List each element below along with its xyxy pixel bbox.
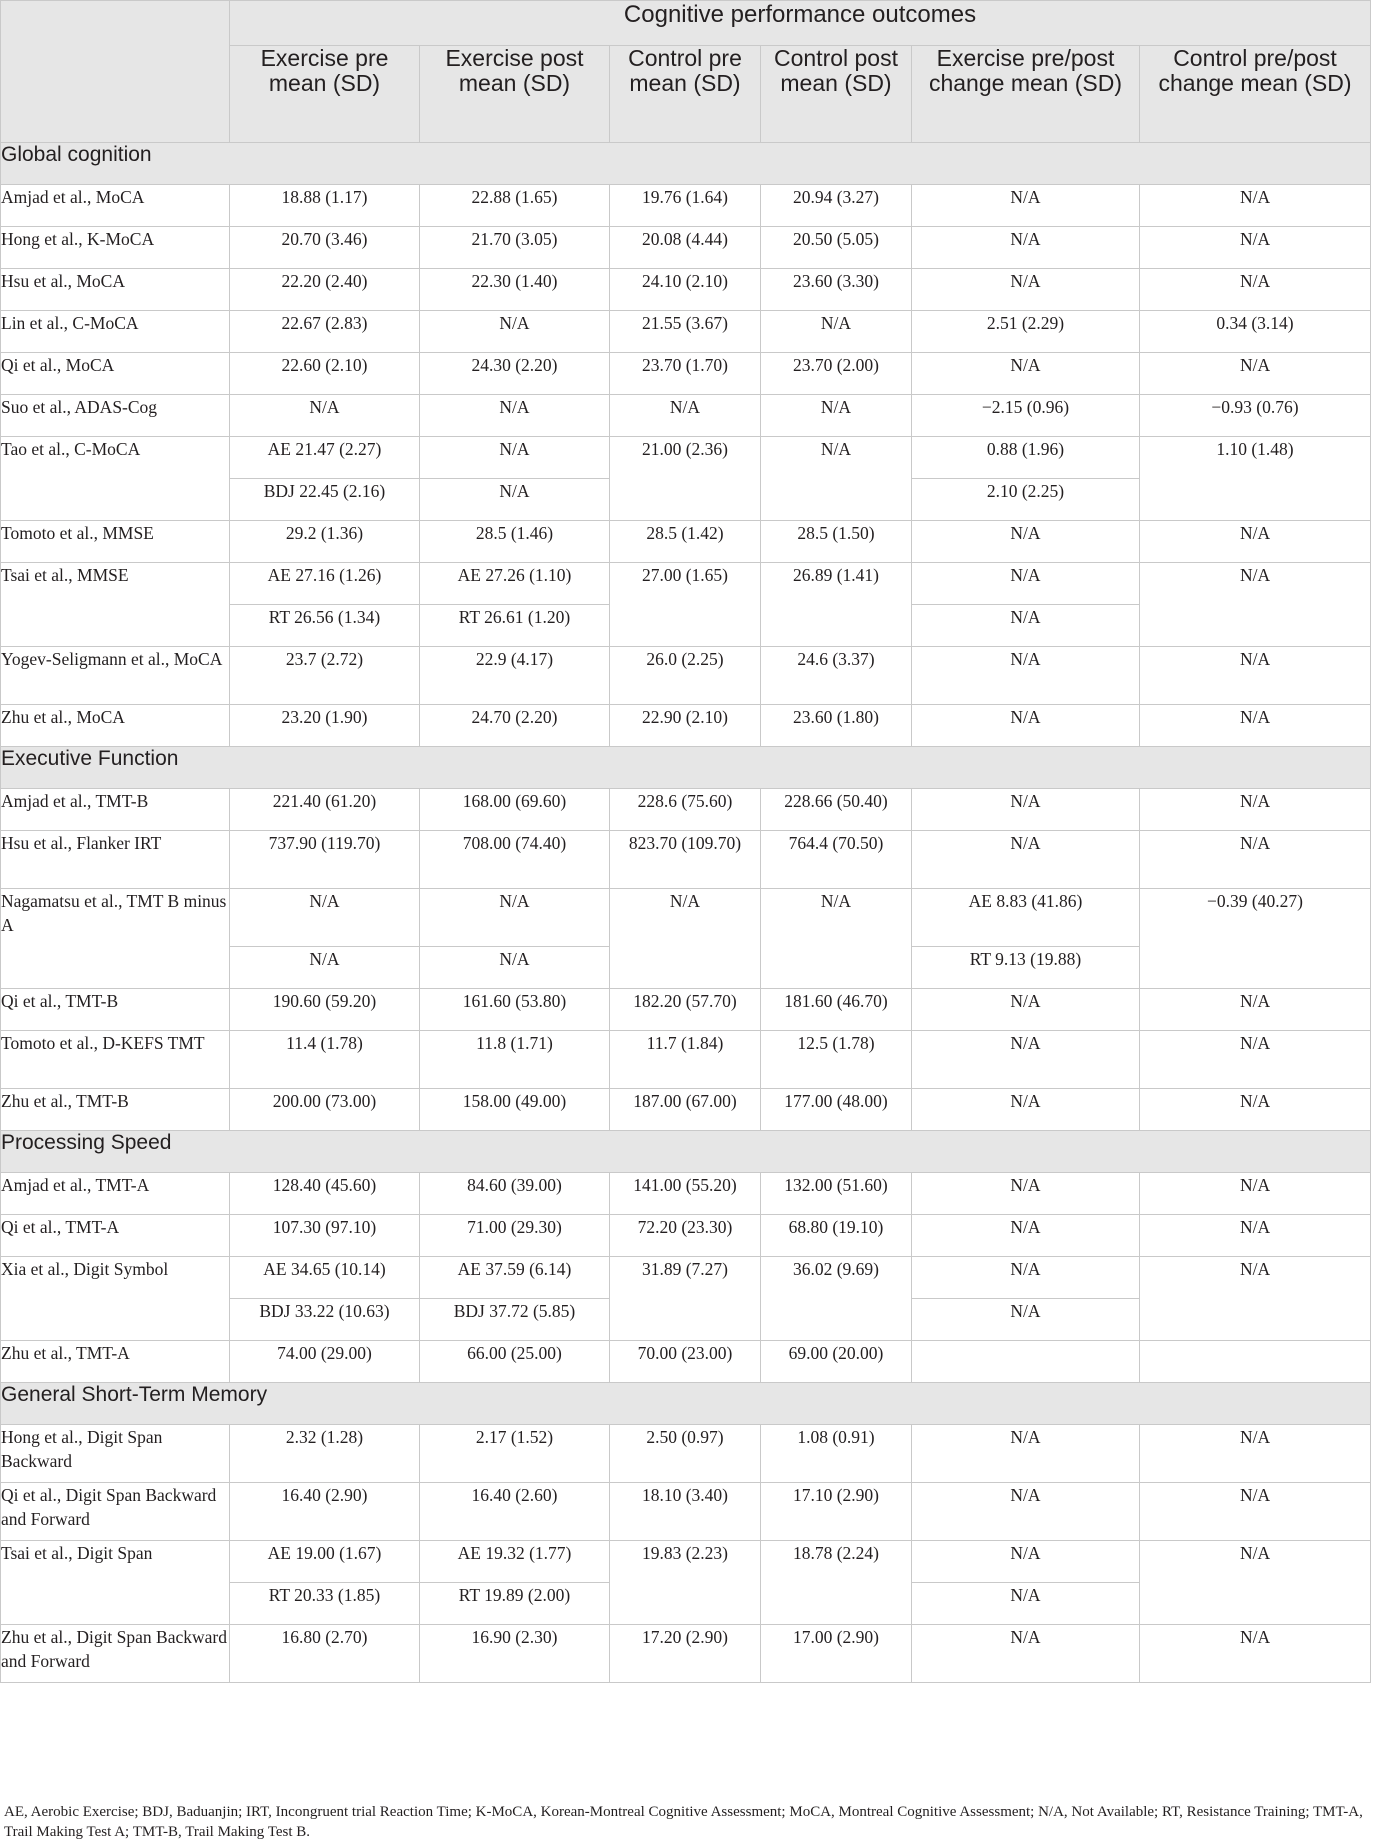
- cell-control-post: N/A: [761, 311, 912, 353]
- cell-exercise-post: AE 19.32 (1.77): [420, 1541, 610, 1583]
- table-row: [1, 705, 1371, 747]
- cell-exercise-pre: 200.00 (73.00): [230, 1089, 420, 1131]
- cell-exercise-change: N/A: [912, 1541, 1140, 1583]
- row-label: Suo et al., ADAS-Cog: [1, 395, 230, 437]
- cell-exercise-pre: 74.00 (29.00): [230, 1341, 420, 1383]
- subcell-exercise-change: 2.10 (2.25): [912, 479, 1140, 521]
- header-exercise-change: Exercise pre/post change mean (SD): [912, 46, 1140, 143]
- row-label: Tsai et al., MMSE: [1, 563, 230, 647]
- cell-exercise-post: N/A: [420, 437, 610, 479]
- cell-control-post: 20.50 (5.05): [761, 227, 912, 269]
- cell-exercise-pre: AE 34.65 (10.14): [230, 1257, 420, 1299]
- cell-control-pre: 26.0 (2.25): [610, 647, 761, 705]
- table-footnote: AE, Aerobic Exercise; BDJ, Baduanjin; IRT, Incongruent trial Reaction Time; K-MoCA, Korean-Montreal Cognitive Assessment; MoCA, Montreal Cognitive Assessment; N/A, Not Available; RT, Resistance Training; TMT-A, Trail Making Test A; TMT-B, Trail Making Test B.: [4, 1804, 1363, 1840]
- row-label: Amjad et al., TMT-A: [1, 1173, 230, 1215]
- subcell-exercise-change: N/A: [912, 605, 1140, 647]
- cell-control-change: N/A: [1140, 1215, 1371, 1257]
- row-label: Xia et al., Digit Symbol: [1, 1257, 230, 1341]
- cell-control-pre: 22.90 (2.10): [610, 705, 761, 747]
- cell-exercise-change: AE 8.83 (41.86): [912, 889, 1140, 947]
- cell-control-pre: 228.6 (75.60): [610, 789, 761, 831]
- row-label: Nagamatsu et al., TMT B minus A: [1, 889, 230, 989]
- subcell-exercise-pre: N/A: [230, 947, 420, 989]
- subcell-exercise-post: RT 26.61 (1.20): [420, 605, 610, 647]
- table-row: [1, 789, 1371, 831]
- row-label: Qi et al., TMT-B: [1, 989, 230, 1031]
- cell-control-change: N/A: [1140, 989, 1371, 1031]
- table-row: [1, 1341, 1371, 1383]
- row-label: Hsu et al., MoCA: [1, 269, 230, 311]
- cell-control-pre: 141.00 (55.20): [610, 1173, 761, 1215]
- row-label: Qi et al., MoCA: [1, 353, 230, 395]
- table-row: [1, 185, 1371, 227]
- header-corner: [1, 1, 230, 143]
- cell-exercise-change: N/A: [912, 269, 1140, 311]
- table-row: [1, 831, 1371, 889]
- cell-control-pre: 2.50 (0.97): [610, 1425, 761, 1483]
- cell-exercise-pre: 18.88 (1.17): [230, 185, 420, 227]
- cell-control-change: N/A: [1140, 353, 1371, 395]
- cell-control-post: 20.94 (3.27): [761, 185, 912, 227]
- cell-exercise-post: 22.88 (1.65): [420, 185, 610, 227]
- cell-exercise-change: 0.88 (1.96): [912, 437, 1140, 479]
- cell-control-post: 17.00 (2.90): [761, 1625, 912, 1683]
- cell-control-pre: 21.00 (2.36): [610, 437, 761, 521]
- table-row: [1, 1625, 1371, 1683]
- cell-control-pre: 187.00 (67.00): [610, 1089, 761, 1131]
- cell-control-post: 17.10 (2.90): [761, 1483, 912, 1541]
- cell-control-post: 69.00 (20.00): [761, 1341, 912, 1383]
- table-row: [1, 563, 1371, 605]
- cell-exercise-pre: 16.40 (2.90): [230, 1483, 420, 1541]
- cell-control-change: 1.10 (1.48): [1140, 437, 1371, 521]
- cell-control-pre: 18.10 (3.40): [610, 1483, 761, 1541]
- cell-exercise-pre: 737.90 (119.70): [230, 831, 420, 889]
- row-label: Zhu et al., TMT-B: [1, 1089, 230, 1131]
- cell-exercise-pre: 29.2 (1.36): [230, 521, 420, 563]
- row-label: Zhu et al., MoCA: [1, 705, 230, 747]
- table-row: [1, 269, 1371, 311]
- cell-exercise-post: AE 37.59 (6.14): [420, 1257, 610, 1299]
- cell-exercise-pre: AE 19.00 (1.67): [230, 1541, 420, 1583]
- cell-exercise-post: 22.9 (4.17): [420, 647, 610, 705]
- cell-control-pre: 182.20 (57.70): [610, 989, 761, 1031]
- subcell-exercise-post: BDJ 37.72 (5.85): [420, 1299, 610, 1341]
- cell-exercise-pre: 23.7 (2.72): [230, 647, 420, 705]
- subcell-exercise-pre: BDJ 33.22 (10.63): [230, 1299, 420, 1341]
- cell-control-pre: 72.20 (23.30): [610, 1215, 761, 1257]
- cell-control-change: −0.39 (40.27): [1140, 889, 1371, 989]
- cell-control-pre: 19.83 (2.23): [610, 1541, 761, 1625]
- cell-control-pre: N/A: [610, 889, 761, 989]
- row-label: Hong et al., K-MoCA: [1, 227, 230, 269]
- row-label: Tsai et al., Digit Span: [1, 1541, 230, 1625]
- cell-control-post: 23.60 (1.80): [761, 705, 912, 747]
- cell-control-post: 177.00 (48.00): [761, 1089, 912, 1131]
- row-label: Tomoto et al., MMSE: [1, 521, 230, 563]
- table-row: [1, 395, 1371, 437]
- cell-exercise-pre: 190.60 (59.20): [230, 989, 420, 1031]
- header-super: Cognitive performance outcomes: [230, 1, 1371, 46]
- cell-control-pre: 823.70 (109.70): [610, 831, 761, 889]
- table-row: [1, 1541, 1371, 1583]
- table-row: [1, 989, 1371, 1031]
- table-row: [1, 1031, 1371, 1089]
- cell-control-change: −0.93 (0.76): [1140, 395, 1371, 437]
- cell-control-post: 36.02 (9.69): [761, 1257, 912, 1341]
- table-row: [1, 647, 1371, 705]
- cell-exercise-post: AE 27.26 (1.10): [420, 563, 610, 605]
- row-label: Hong et al., Digit Span Backward: [1, 1425, 230, 1483]
- cell-control-pre: 17.20 (2.90): [610, 1625, 761, 1683]
- cell-exercise-post: 22.30 (1.40): [420, 269, 610, 311]
- table-header: [1, 1, 1371, 143]
- cell-control-change: N/A: [1140, 563, 1371, 647]
- cell-control-post: 23.70 (2.00): [761, 353, 912, 395]
- table-row: [1, 1215, 1371, 1257]
- cell-exercise-pre: 22.60 (2.10): [230, 353, 420, 395]
- cell-control-change: N/A: [1140, 227, 1371, 269]
- cell-exercise-pre: 20.70 (3.46): [230, 227, 420, 269]
- cell-control-change: N/A: [1140, 1031, 1371, 1089]
- row-label: Tomoto et al., D-KEFS TMT: [1, 1031, 230, 1089]
- cell-control-change: N/A: [1140, 831, 1371, 889]
- subcell-exercise-change: N/A: [912, 1583, 1140, 1625]
- cell-control-change: N/A: [1140, 1625, 1371, 1683]
- table-row: [1, 227, 1371, 269]
- cell-control-change: N/A: [1140, 789, 1371, 831]
- cell-exercise-pre: 221.40 (61.20): [230, 789, 420, 831]
- row-label: Zhu et al., Digit Span Backward and Forward: [1, 1625, 230, 1683]
- cell-exercise-change: N/A: [912, 831, 1140, 889]
- cell-exercise-post: 66.00 (25.00): [420, 1341, 610, 1383]
- cell-exercise-change: N/A: [912, 1625, 1140, 1683]
- subcell-exercise-pre: BDJ 22.45 (2.16): [230, 479, 420, 521]
- cell-exercise-post: 24.30 (2.20): [420, 353, 610, 395]
- cell-control-pre: 11.7 (1.84): [610, 1031, 761, 1089]
- cell-exercise-change: N/A: [912, 989, 1140, 1031]
- cell-control-change: N/A: [1140, 1173, 1371, 1215]
- cell-exercise-post: 168.00 (69.60): [420, 789, 610, 831]
- cell-exercise-change: N/A: [912, 563, 1140, 605]
- cell-exercise-change: N/A: [912, 1089, 1140, 1131]
- row-label: Tao et al., C-MoCA: [1, 437, 230, 521]
- table-row: [1, 1257, 1371, 1299]
- cell-exercise-change: [912, 1341, 1140, 1383]
- cell-exercise-change: N/A: [912, 1031, 1140, 1089]
- cell-control-pre: 27.00 (1.65): [610, 563, 761, 647]
- cell-exercise-change: N/A: [912, 705, 1140, 747]
- subcell-exercise-post: RT 19.89 (2.00): [420, 1583, 610, 1625]
- row-label: Qi et al., TMT-A: [1, 1215, 230, 1257]
- subcell-exercise-post: N/A: [420, 947, 610, 989]
- cell-control-pre: 21.55 (3.67): [610, 311, 761, 353]
- cell-control-post: 18.78 (2.24): [761, 1541, 912, 1625]
- cell-control-post: 1.08 (0.91): [761, 1425, 912, 1483]
- cell-control-pre: 31.89 (7.27): [610, 1257, 761, 1341]
- cell-exercise-post: 708.00 (74.40): [420, 831, 610, 889]
- cell-exercise-change: N/A: [912, 1215, 1140, 1257]
- cell-exercise-post: 11.8 (1.71): [420, 1031, 610, 1089]
- cell-control-pre: N/A: [610, 395, 761, 437]
- cell-exercise-post: N/A: [420, 395, 610, 437]
- cell-control-change: [1140, 1341, 1371, 1383]
- cell-exercise-post: 16.90 (2.30): [420, 1625, 610, 1683]
- cell-control-change: N/A: [1140, 1425, 1371, 1483]
- table-row: [1, 1483, 1371, 1541]
- cell-control-post: 24.6 (3.37): [761, 647, 912, 705]
- cell-exercise-post: 28.5 (1.46): [420, 521, 610, 563]
- cell-exercise-pre: 22.67 (2.83): [230, 311, 420, 353]
- row-label: Amjad et al., TMT-B: [1, 789, 230, 831]
- cell-control-post: 132.00 (51.60): [761, 1173, 912, 1215]
- cell-control-post: 181.60 (46.70): [761, 989, 912, 1031]
- cell-exercise-pre: 128.40 (45.60): [230, 1173, 420, 1215]
- cell-control-post: 26.89 (1.41): [761, 563, 912, 647]
- cell-exercise-post: 24.70 (2.20): [420, 705, 610, 747]
- cell-exercise-change: N/A: [912, 1425, 1140, 1483]
- subcell-exercise-pre: RT 20.33 (1.85): [230, 1583, 420, 1625]
- cell-exercise-post: 2.17 (1.52): [420, 1425, 610, 1483]
- cell-exercise-post: 161.60 (53.80): [420, 989, 610, 1031]
- cell-exercise-post: N/A: [420, 889, 610, 947]
- table-row: [1, 311, 1371, 353]
- header-control-change: Control pre/post change mean (SD): [1140, 46, 1371, 143]
- cell-control-change: N/A: [1140, 1089, 1371, 1131]
- cell-exercise-change: 2.51 (2.29): [912, 311, 1140, 353]
- cell-control-post: 68.80 (19.10): [761, 1215, 912, 1257]
- cell-exercise-pre: N/A: [230, 889, 420, 947]
- section-row: [1, 1131, 1371, 1173]
- cell-control-pre: 70.00 (23.00): [610, 1341, 761, 1383]
- cell-exercise-change: N/A: [912, 521, 1140, 563]
- cell-exercise-pre: 22.20 (2.40): [230, 269, 420, 311]
- cell-exercise-change: −2.15 (0.96): [912, 395, 1140, 437]
- cell-exercise-change: N/A: [912, 353, 1140, 395]
- header-exercise-pre: Exercise pre mean (SD): [230, 46, 420, 143]
- header-control-post: Control post mean (SD): [761, 46, 912, 143]
- cell-exercise-post: 71.00 (29.30): [420, 1215, 610, 1257]
- table-row: [1, 1173, 1371, 1215]
- row-label: Hsu et al., Flanker IRT: [1, 831, 230, 889]
- cell-control-pre: 28.5 (1.42): [610, 521, 761, 563]
- cell-control-change: N/A: [1140, 1257, 1371, 1341]
- subcell-exercise-post: N/A: [420, 479, 610, 521]
- cell-exercise-change: N/A: [912, 1173, 1140, 1215]
- table-row: [1, 437, 1371, 479]
- cell-exercise-pre: 107.30 (97.10): [230, 1215, 420, 1257]
- cell-exercise-pre: 16.80 (2.70): [230, 1625, 420, 1683]
- cell-exercise-change: N/A: [912, 647, 1140, 705]
- section-title: General Short-Term Memory: [1, 1383, 1371, 1425]
- table-row: [1, 889, 1371, 947]
- cell-exercise-post: 21.70 (3.05): [420, 227, 610, 269]
- cell-control-post: N/A: [761, 395, 912, 437]
- subcell-exercise-change: RT 9.13 (19.88): [912, 947, 1140, 989]
- cell-control-pre: 20.08 (4.44): [610, 227, 761, 269]
- table-row: [1, 1425, 1371, 1483]
- row-label: Yogev-Seligmann et al., MoCA: [1, 647, 230, 705]
- cell-exercise-change: N/A: [912, 227, 1140, 269]
- section-title: Global cognition: [1, 143, 1371, 185]
- cell-exercise-change: N/A: [912, 185, 1140, 227]
- cell-control-change: N/A: [1140, 705, 1371, 747]
- section-title: Processing Speed: [1, 1131, 1371, 1173]
- cell-control-change: N/A: [1140, 521, 1371, 563]
- cell-control-post: 228.66 (50.40): [761, 789, 912, 831]
- row-label: Qi et al., Digit Span Backward and Forward: [1, 1483, 230, 1541]
- cell-exercise-change: N/A: [912, 789, 1140, 831]
- table-body: [1, 143, 1371, 1683]
- cell-control-pre: 23.70 (1.70): [610, 353, 761, 395]
- cell-control-post: 23.60 (3.30): [761, 269, 912, 311]
- cell-control-post: N/A: [761, 889, 912, 989]
- row-label: Amjad et al., MoCA: [1, 185, 230, 227]
- subcell-exercise-change: N/A: [912, 1299, 1140, 1341]
- cell-exercise-post: 84.60 (39.00): [420, 1173, 610, 1215]
- section-row: [1, 143, 1371, 185]
- cell-control-post: N/A: [761, 437, 912, 521]
- table-row: [1, 353, 1371, 395]
- table-row: [1, 1089, 1371, 1131]
- cell-exercise-post: N/A: [420, 311, 610, 353]
- cell-exercise-post: 158.00 (49.00): [420, 1089, 610, 1131]
- cell-control-pre: 19.76 (1.64): [610, 185, 761, 227]
- cell-exercise-pre: AE 27.16 (1.26): [230, 563, 420, 605]
- subcell-exercise-pre: RT 26.56 (1.34): [230, 605, 420, 647]
- cell-control-post: 28.5 (1.50): [761, 521, 912, 563]
- cell-exercise-post: 16.40 (2.60): [420, 1483, 610, 1541]
- cell-exercise-change: N/A: [912, 1257, 1140, 1299]
- cell-exercise-pre: 23.20 (1.90): [230, 705, 420, 747]
- cell-control-change: 0.34 (3.14): [1140, 311, 1371, 353]
- section-title: Executive Function: [1, 747, 1371, 789]
- cell-control-change: N/A: [1140, 185, 1371, 227]
- row-label: Zhu et al., TMT-A: [1, 1341, 230, 1383]
- cell-exercise-pre: 11.4 (1.78): [230, 1031, 420, 1089]
- cell-control-post: 12.5 (1.78): [761, 1031, 912, 1089]
- cell-exercise-pre: N/A: [230, 395, 420, 437]
- section-row: [1, 747, 1371, 789]
- row-label: Lin et al., C-MoCA: [1, 311, 230, 353]
- cell-control-change: N/A: [1140, 647, 1371, 705]
- cell-exercise-pre: 2.32 (1.28): [230, 1425, 420, 1483]
- header-control-pre: Control pre mean (SD): [610, 46, 761, 143]
- cell-control-change: N/A: [1140, 1541, 1371, 1625]
- table-row: [1, 521, 1371, 563]
- header-exercise-post: Exercise post mean (SD): [420, 46, 610, 143]
- cell-exercise-change: N/A: [912, 1483, 1140, 1541]
- cell-exercise-pre: AE 21.47 (2.27): [230, 437, 420, 479]
- cell-control-change: N/A: [1140, 269, 1371, 311]
- section-row: [1, 1383, 1371, 1425]
- cell-control-change: N/A: [1140, 1483, 1371, 1541]
- cell-control-pre: 24.10 (2.10): [610, 269, 761, 311]
- cell-control-post: 764.4 (70.50): [761, 831, 912, 889]
